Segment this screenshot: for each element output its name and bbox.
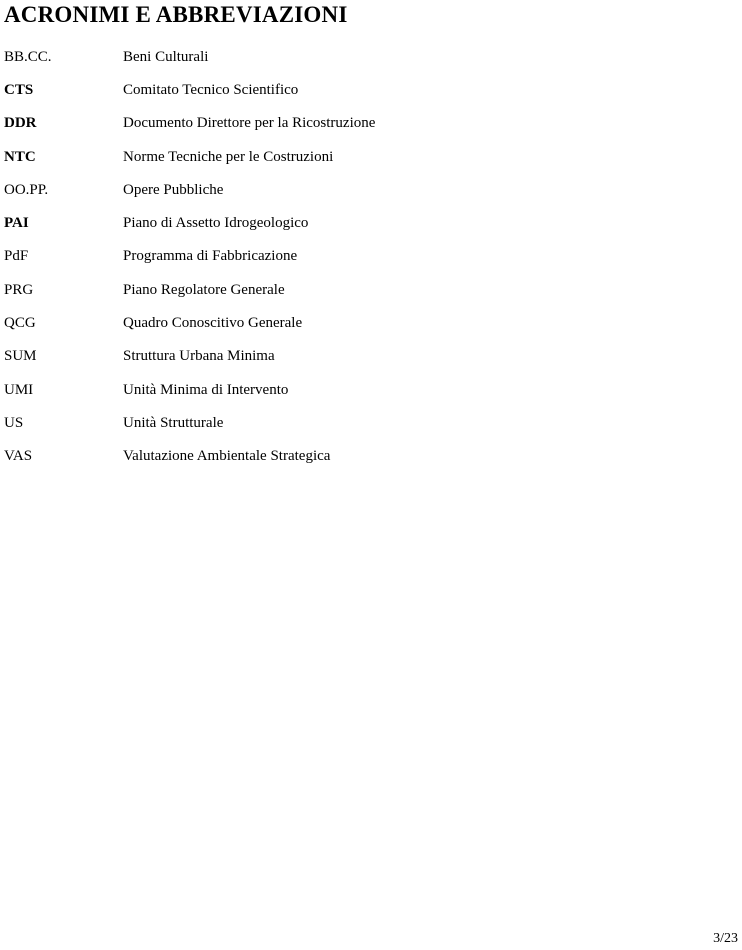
acronym-description: Quadro Conoscitivo Generale (123, 315, 303, 332)
acronym-description: Opere Pubbliche (123, 181, 224, 198)
acronym-row (4, 140, 375, 173)
acronym-abbreviation: NTC (4, 148, 36, 165)
acronym-description: Piano Regolatore Generale (123, 281, 285, 298)
acronym-abbreviation: SUM (4, 348, 37, 365)
page-title: ACRONIMI E ABBREVIAZIONI (4, 2, 348, 27)
page-number: 3/23 (713, 931, 738, 946)
acronym-row (4, 306, 375, 339)
acronym-description: Unità Minima di Intervento (123, 381, 289, 398)
acronym-row (4, 107, 375, 140)
acronym-row (4, 73, 375, 106)
acronym-row (4, 340, 375, 373)
acronym-row (4, 273, 375, 306)
acronym-row (4, 240, 375, 273)
acronym-list (4, 40, 375, 473)
acronym-description: Norme Tecniche per le Costruzioni (123, 148, 334, 165)
acronym-description: Piano di Assetto Idrogeologico (123, 215, 309, 232)
acronym-row (4, 440, 375, 473)
acronym-description: Valutazione Ambientale Strategica (123, 448, 331, 465)
acronym-abbreviation: CTS (4, 81, 34, 98)
acronym-abbreviation: OO.PP. (4, 181, 49, 198)
acronym-abbreviation: US (4, 414, 24, 431)
acronym-row (4, 173, 375, 206)
acronym-description: Programma di Fabbricazione (123, 248, 298, 265)
acronym-description: Struttura Urbana Minima (123, 348, 275, 365)
acronym-abbreviation: DDR (4, 115, 37, 132)
acronym-row (4, 373, 375, 406)
acronym-abbreviation: UMI (4, 381, 34, 398)
acronym-description: Comitato Tecnico Scientifico (123, 81, 299, 98)
acronym-abbreviation: VAS (4, 448, 33, 465)
acronym-row (4, 206, 375, 239)
acronym-abbreviation: QCG (4, 315, 36, 332)
acronym-description: Documento Direttore per la Ricostruzione (123, 115, 376, 132)
acronym-description: Unità Strutturale (123, 414, 224, 431)
acronym-abbreviation: PRG (4, 281, 34, 298)
acronym-row (4, 40, 375, 73)
acronym-description: Beni Culturali (123, 48, 209, 65)
acronym-abbreviation: BB.CC. (4, 48, 52, 65)
acronym-row (4, 406, 375, 439)
acronym-abbreviation: PAI (4, 215, 29, 232)
acronym-abbreviation: PdF (4, 248, 29, 265)
